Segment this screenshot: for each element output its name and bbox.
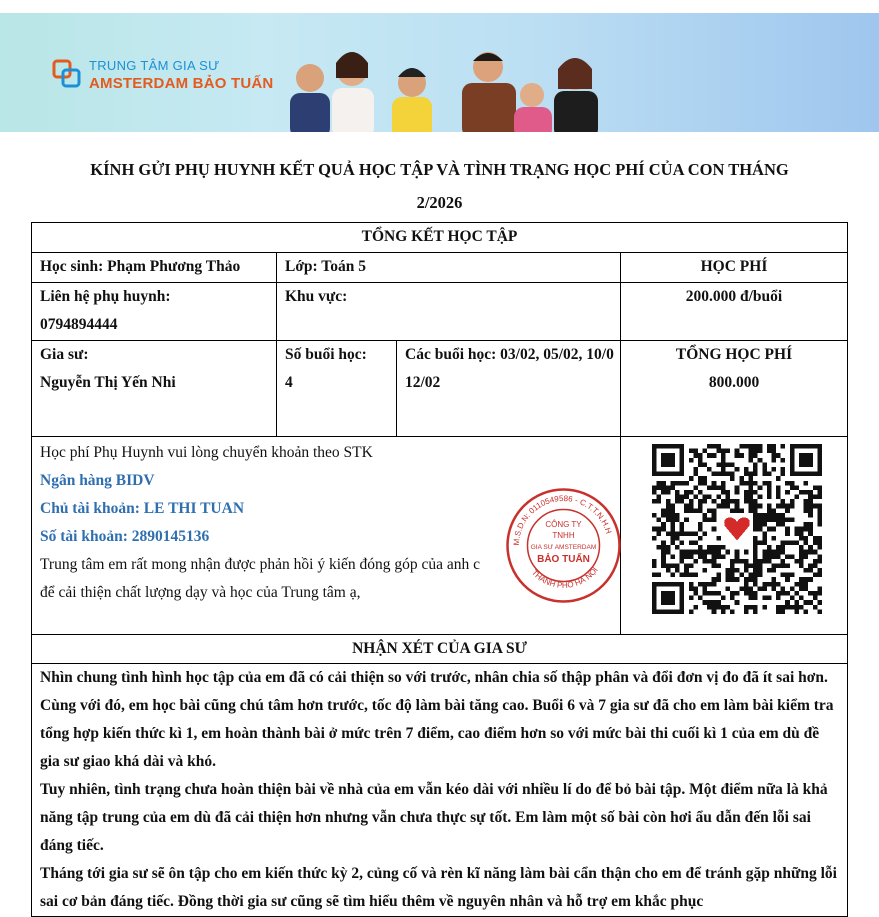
stamp-bottom-text: THÀNH PHỐ HÀ NỘI (529, 565, 600, 590)
brand-name-line2: AMSTERDAM BẢO TUẤN (89, 75, 274, 92)
company-stamp (505, 487, 622, 604)
fee-label: HỌC PHÍ (621, 253, 848, 283)
sessions-count (277, 341, 397, 437)
report-title: KÍNH GỬI PHỤ HUYNH KẾT QUẢ HỌC TẬP VÀ TÌNH TRẠNG HỌC PHÍ CỦA CON THÁNG (90, 160, 789, 179)
comments-body (32, 664, 848, 917)
tutor-info (32, 341, 277, 437)
total-fee-value: 800.000 (708, 374, 760, 391)
qr-finder-pattern (790, 444, 822, 476)
parent-phone: 0794894444 (40, 316, 118, 333)
comment-paragraph-3: Tháng tới gia sư sẽ ôn tập cho em kiến thức kỳ 2, củng cố và rèn kĩ năng làm bài cẩn thận cho em để tránh gặp những lỗi sai cơ bản đáng tiếc. Đồng thời gia sư cũng sẽ tìm hiểu thêm về nguyên nhân và hỗ trợ em khắc phục (40, 865, 837, 910)
session-dates (397, 341, 621, 437)
brand-name-line1: TRUNG TÂM GIA SƯ (89, 58, 220, 73)
sessions-label: Số buổi học: (285, 346, 367, 363)
header-banner (0, 13, 879, 132)
account-number: Số tài khoản: 2890145136 (40, 528, 210, 545)
banner-people-photo (270, 33, 610, 132)
comment-paragraph-2: Tuy nhiên, tình trạng chưa hoàn thiện bài về nhà của em vẫn kéo dài với nhiều lí do để bỏ bài tập. Một điểm nữa là khả năng tập trung của em dù đã cải thiện hơn nhưng vẫn chưa thực sự tốt. Em làm một số bài còn hơi ẩu dẫn đến lỗi sai đáng tiếc. (40, 781, 828, 854)
fee-value: 200.000 đ/buổi (621, 283, 848, 341)
stamp-line4: BẢO TUẤN (537, 554, 590, 565)
brand-logo-icon (52, 59, 82, 89)
class-name: Lớp: Toán 5 (277, 253, 621, 283)
report-title-month: 2/2026 (416, 193, 463, 212)
total-fee (621, 341, 848, 437)
payment-qr-code (652, 443, 822, 615)
stamp-outer-text: M.S.D.N: 0110549586 - C.T.T.N.H.H (511, 493, 614, 546)
student-name: Học sinh: Phạm Phương Thảo (32, 253, 277, 283)
feedback-line2: để cải thiện chất lượng dạy và học của Trung tâm ạ, (40, 584, 361, 601)
stamp-line1: CÔNG TY (545, 520, 582, 529)
area-label: Khu vực: (277, 283, 621, 341)
comments-header: NHẬN XÉT CỦA GIA SƯ (32, 635, 848, 664)
bank-name: Ngân hàng BIDV (40, 472, 155, 489)
parent-contact-label: Liên hệ phụ huynh: (40, 288, 171, 305)
stamp-line2: TNHH (552, 531, 575, 540)
qr-finder-pattern (652, 582, 684, 614)
stamp-line3: GIA SƯ AMSTERDAM (530, 544, 597, 551)
qr-center-heart-icon (721, 513, 753, 545)
account-holder: Chủ tài khoản: LE THI TUAN (40, 500, 245, 517)
tutor-name: Nguyễn Thị Yến Nhi (40, 374, 176, 391)
comment-paragraph-1: Nhìn chung tình hình học tập của em đã có cải thiện so với trước, nhân chia số thập phân và đổi đơn vị đo đã ít sai hơn. Cùng với đó, em học bài cũng chú tâm hơn trước, tốc độ làm bài tăng cao. Buổi 6 và 7 gia sư đã cho em làm bài kiểm tra tổng hợp kiến thức kì 1, em hoàn thành bài ở mức trên 7 điểm, cao điểm hơn so với mức bài thi cuối kì 1 của em dù đề gia sư giao khá dài và khó. (40, 669, 834, 770)
tutor-label: Gia sư: (40, 346, 89, 363)
qr-finder-pattern (652, 444, 684, 476)
payment-intro: Học phí Phụ Huynh vui lòng chuyển khoản theo STK (40, 444, 373, 461)
session-dates-label: Các buổi học: 03/02, 05/02, 10/0 (405, 346, 614, 363)
feedback-line1: Trung tâm em rất mong nhận được phản hồi ý kiến đóng góp của anh c (40, 556, 481, 573)
sessions-value: 4 (285, 374, 293, 391)
parent-contact (32, 283, 277, 341)
total-fee-label: TỔNG HỌC PHÍ (675, 346, 793, 363)
session-dates-cont: 12/02 (405, 374, 441, 391)
summary-header: TỔNG KẾT HỌC TẬP (32, 223, 848, 253)
